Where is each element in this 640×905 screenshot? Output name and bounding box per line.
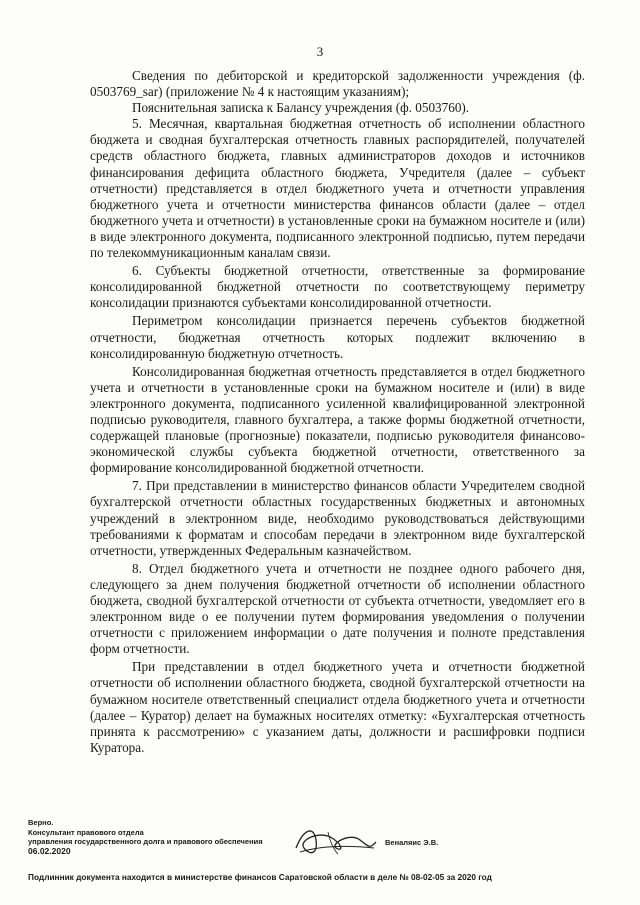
paragraph-consolidated-reporting: Консолидированная бюджетная отчетность представляется в отдел бюджетного учета и отчетности в установленные сроки на бумажном носителе и (или) в виде электронного документа, подписанного усиленной квалифицированной электронной подписью руководителя, главного бухгалтера, а также формы бюджетной отчетности, содержащей плановые (прогнозные) показатели, подписью руководителя финансово-экономической службы субъекта бюджетной отчетности, ответственного за формирование консолидированной бюджетной отчетности. (90, 363, 585, 476)
paragraph-explanatory-note: Пояснительная записка к Балансу учреждения (ф. 0503760). (132, 100, 470, 116)
certifier-position: Консультант правового отдела (28, 827, 144, 837)
paragraph-item-5: 5. Месячная, квартальная бюджетная отчетность об исполнении областного бюджета и сводная бухгалтерская отчетность главных распорядителей, получателей средств областного бюджета, главных администраторов доходов и источников финансирования дефицита областного бюджета, Учредителя (далее – субъект отчетности) представляется в отдел бюджетного учета и отчетности управления бюджетного учета и отчетности министерства финансов области (далее – отдел бюджетного учета и отчетности) в установленные сроки на бумажном носителе и (или) в виде электронного документа, подписанного электронной подписью, путем передачи по телекоммуникационным каналам связи. (90, 116, 585, 261)
document-body (90, 68, 585, 756)
handwritten-signature (290, 818, 380, 863)
certification-verified: Верно. (28, 818, 54, 827)
paragraph-consolidation-perimeter: Периметром консолидации признается перечень субъектов бюджетной отчетности, бюджетная отчетность которых подлежит включению в консолидированную бюджетную отчетность. (90, 313, 585, 361)
original-location-note: Подлинник документа находится в министерстве финансов Саратовской области в деле № 08-02-05 за 2020 год (28, 872, 492, 882)
page-number: 3 (316, 44, 324, 59)
paragraph-item-8: 8. Отдел бюджетного учета и отчетности не позднее одного рабочего дня, следующего за днем получения бюджетной отчетности об исполнении областного бюджета, сводной бухгалтерской отчетности от субъекта отчетности, уведомляет его в электронном виде о ее получении путем формирования уведомления о получении отчетности с приложением информации о дате получения и полноте представления форм отчетности. (90, 560, 585, 657)
paragraph-debt-info: Сведения по дебиторской и кредиторской задолженности учреждения (ф. 0503769_sar) (приложение № 4 к настоящим указаниям); (90, 68, 585, 100)
certifier-department: управления государственного долга и правового обеспечения (28, 837, 263, 846)
paragraph-item-6: 6. Субъекты бюджетной отчетности, ответственные за формирование консолидированной бюджетной отчетности по соответствующему периметру консолидации признаются субъектами консолидированной отчетности. (90, 263, 585, 311)
paragraph-paper-submission: При представлении в отдел бюджетного учета и отчетности бюджетной отчетности об исполнении областного бюджета, сводной бухгалтерской отчетности на бумажном носителе ответственный специалист отдела бюджетного учета и отчетности (далее – Куратор) делает на бумажных носителях отметку: «Бухгалтерская отчетность принята к рассмотрению» с указанием даты, должности и расшифровки подписи Куратора. (90, 659, 585, 755)
signer-name: Веналяис Э.В. (385, 838, 439, 847)
certification-date: 06.02.2020 (28, 845, 71, 856)
paragraph-item-7: 7. При представлении в министерство финансов области Учредителем сводной бухгалтерской отчетности областных государственных бюджетных и автономных учреждений в электронном виде, необходимо руководствоваться действующими требованиями к форматам и способам передачи в электронном виде бухгалтерской отчетности, утвержденных Федеральным казначейством. (90, 478, 585, 558)
